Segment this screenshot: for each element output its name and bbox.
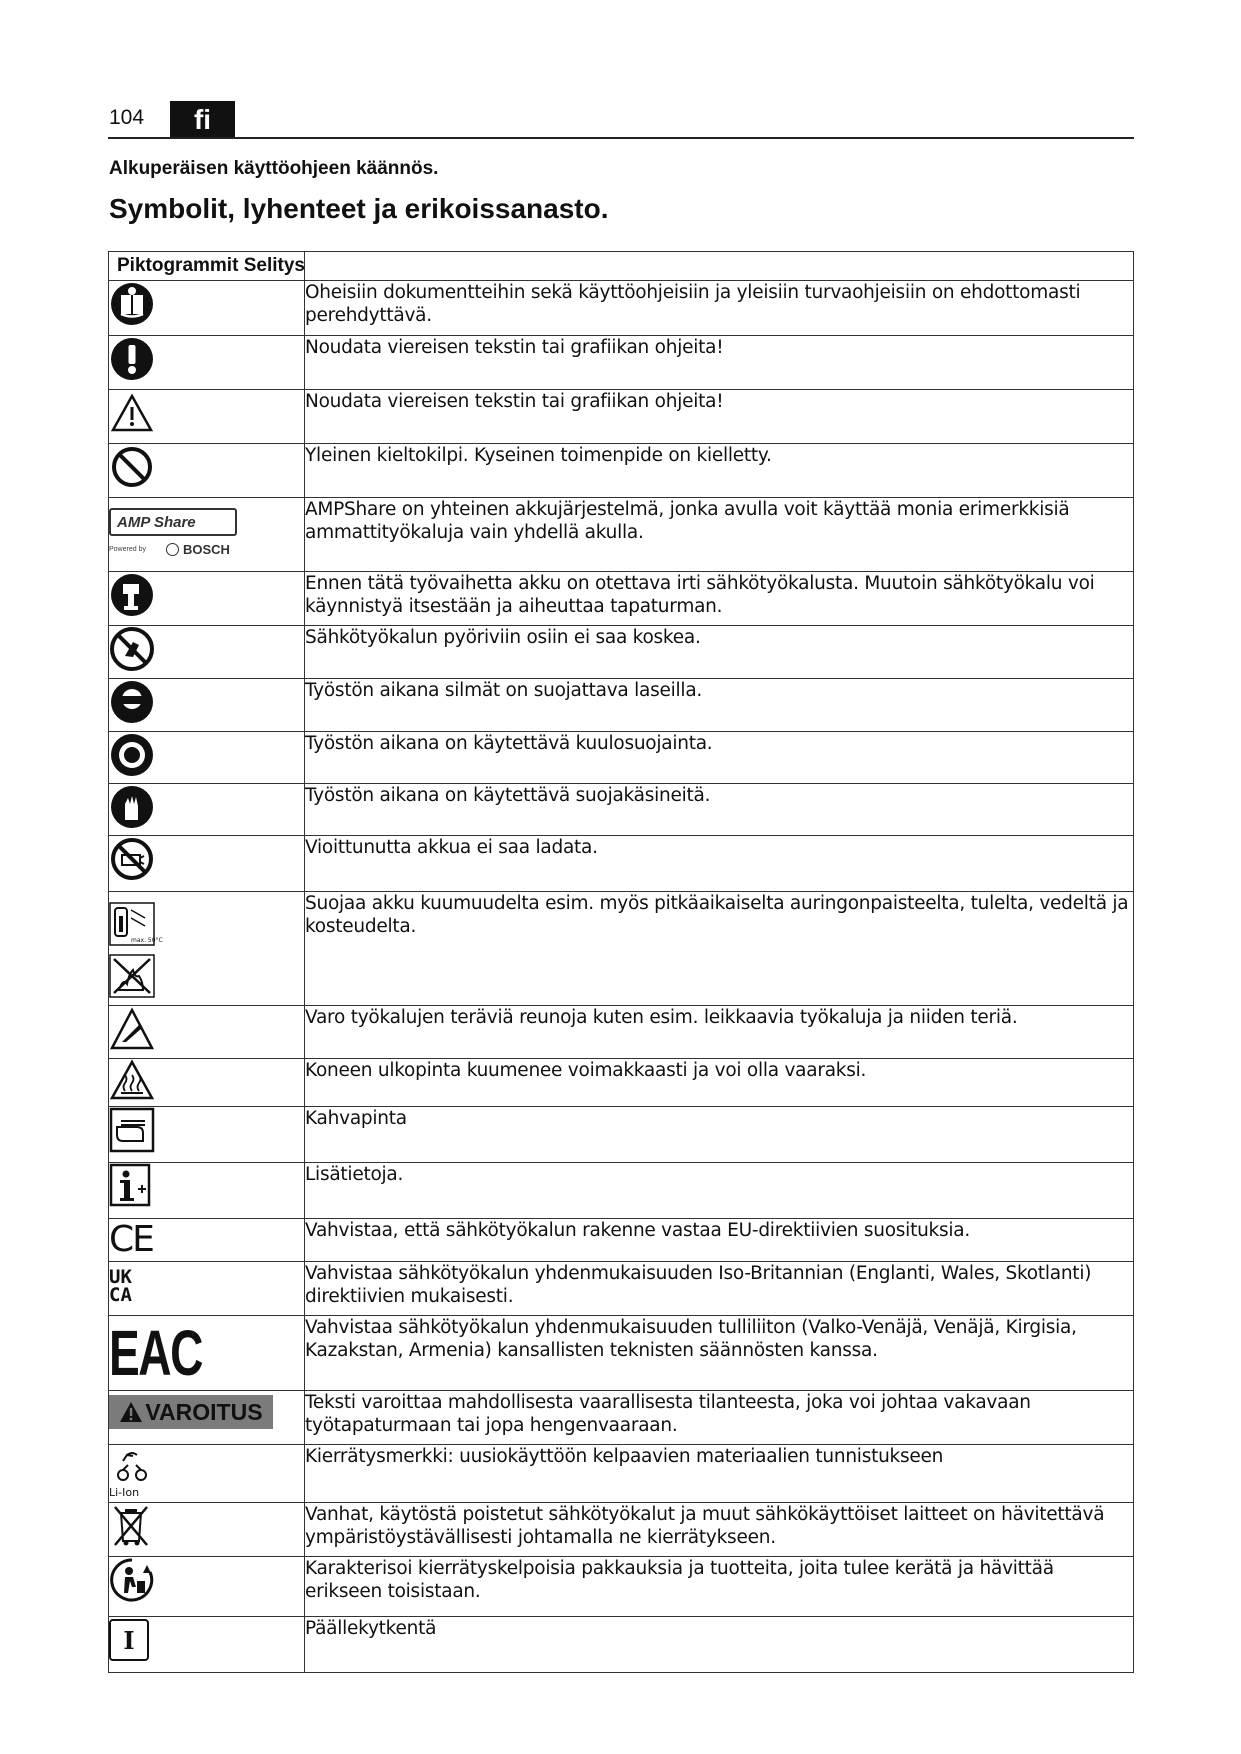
pictogram-column-header: Piktogrammit: [117, 255, 239, 276]
description-cell: Ennen tätä työvaihetta akku on otettava irti sähkötyökalusta. Muutoin sähkötyökalu voi käynnistyä itsestään ja aiheuttaa tapaturman.: [305, 572, 1134, 626]
description-cell: Lisätietoja.: [305, 1163, 1134, 1219]
ampshare-brand: BOSCH: [182, 542, 230, 557]
ukca-mark-bottom: CA: [109, 1284, 132, 1306]
symbols-table: [108, 251, 1134, 1673]
varoitus-label-text: VAROITUS: [145, 1398, 263, 1425]
document-subtitle: Alkuperäisen käyttöohjeen käännös.: [109, 158, 439, 179]
weee-crossed-bin-icon: [109, 1503, 155, 1549]
table-row: [109, 732, 1134, 784]
table-row: [109, 1059, 1134, 1107]
no-charge-damaged-battery-icon: [109, 836, 155, 882]
info-plus-icon: [109, 1163, 155, 1209]
description-cell: Sähkötyökalun pyöriviin osiin ei saa koskea.: [305, 626, 1134, 679]
ear-protection-icon: [109, 732, 155, 778]
temperature-label: max. 50°C: [131, 937, 163, 944]
table-row: [109, 1262, 1134, 1316]
ampshare-powered-by: Powered by: [109, 546, 146, 553]
description-cell: Kahvapinta: [305, 1107, 1134, 1163]
ce-mark-icon: CE: [109, 1219, 153, 1260]
description-cell: Oheisiin dokumentteihin sekä käyttöohjeisiin ja yleisiin turvaohjeisiin on ehdottomasti perehdyttävä.: [305, 281, 1134, 336]
description-cell: Noudata viereisen tekstin tai grafiikan ohjeita!: [305, 336, 1134, 390]
eye-protection-icon: [109, 679, 155, 725]
recycling-li-ion-icon: [109, 1451, 155, 1487]
table-row: [109, 836, 1134, 892]
description-cell: Vahvistaa sähkötyökalun yhdenmukaisuuden tulliliiton (Valko-Venäjä, Venäjä, Kirgisia, Kazakstan, Armenia) kansallisten teknisten säännösten kanssa.: [305, 1316, 1134, 1391]
battery-temperature-icon: [109, 902, 163, 946]
table-row: [109, 784, 1134, 836]
table-row: [109, 281, 1134, 336]
description-cell: Työstön aikana on käytettävä suojakäsineitä.: [305, 784, 1134, 836]
power-on-icon: [109, 1619, 149, 1661]
varoitus-label-icon: [109, 1395, 273, 1429]
table-row: [109, 1391, 1134, 1445]
description-cell: AMPShare on yhteinen akkujärjestelmä, jonka avulla voit käyttää monia erimerkkisiä ammattityökaluja vain yhdellä akulla.: [305, 498, 1134, 572]
read-manual-icon: [109, 281, 155, 327]
description-cell: Vioittunutta akkua ei saa ladata.: [305, 836, 1134, 892]
description-cell: Koneen ulkopinta kuumenee voimakkaasti ja voi olla vaaraksi.: [305, 1059, 1134, 1107]
table-header-spacer: [305, 252, 1134, 281]
header-rule: [108, 137, 1134, 139]
warning-triangle-small-icon: [119, 1401, 143, 1423]
ampshare-logo-icon: [109, 508, 249, 557]
table-row: [109, 498, 1134, 572]
page-number: 104: [109, 106, 145, 129]
ampshare-logo-text: AMP Share: [117, 513, 196, 531]
table-row: [109, 1219, 1134, 1262]
description-cell: Vanhat, käytöstä poistetut sähkötyökalut ja muut sähkökäyttöiset laitteet on hävitettävä ympäristöystävällisesti johtamalla ne kierrätykseen.: [305, 1503, 1134, 1557]
description-cell: Yleinen kieltokilpi. Kyseinen toimenpide on kielletty.: [305, 444, 1134, 498]
mandatory-exclamation-icon: [109, 336, 155, 382]
description-cell: Työstön aikana on käytettävä kuulosuojainta.: [305, 732, 1134, 784]
description-cell: Vahvistaa sähkötyökalun yhdenmukaisuuden Iso-Britannian (Englanti, Wales, Skotlanti) direktiivien mukaisesti.: [305, 1262, 1134, 1316]
table-row: [109, 1163, 1134, 1219]
description-cell: Noudata viereisen tekstin tai grafiikan ohjeita!: [305, 390, 1134, 444]
description-cell: Suojaa akku kuumuudelta esim. myös pitkäaikaiselta auringonpaisteelta, tulelta, vedeltä ja kosteudelta.: [305, 892, 1134, 1006]
table-row: [109, 1617, 1134, 1673]
table-row: [109, 1006, 1134, 1059]
protective-gloves-icon: [109, 784, 155, 830]
prohibition-icon: [109, 444, 155, 490]
table-row: [109, 336, 1134, 390]
no-touch-rotating-icon: [109, 626, 155, 672]
description-cell: Päällekytkentä: [305, 1617, 1134, 1673]
description-cell: Työstön aikana silmät on suojattava laseilla.: [305, 679, 1134, 732]
separate-collection-icon: [109, 1557, 155, 1603]
table-row: [109, 390, 1134, 444]
table-row: [109, 1503, 1134, 1557]
table-row: [109, 1557, 1134, 1617]
hot-surface-warning-icon: [109, 1059, 155, 1101]
warning-triangle-icon: [109, 390, 155, 436]
table-row: [109, 572, 1134, 626]
no-fire-water-icon: [109, 954, 155, 998]
ukca-mark-top: UK: [109, 1266, 132, 1288]
recycling-label: Li-Ion: [109, 1486, 140, 1499]
table-row: [109, 626, 1134, 679]
table-row: [109, 444, 1134, 498]
table-row: [109, 1107, 1134, 1163]
page-title: Symbolit, lyhenteet ja erikoissanasto.: [109, 193, 609, 224]
table-row: [109, 679, 1134, 732]
table-row: [109, 1445, 1134, 1503]
bosch-logo-icon: [166, 543, 179, 556]
description-cell: Vahvistaa, että sähkötyökalun rakenne vastaa EU-direktiivien suosituksia.: [305, 1219, 1134, 1262]
table-header-row: [109, 252, 1134, 281]
table-row: [109, 892, 1134, 1006]
eac-mark-icon: EAC: [109, 1317, 202, 1389]
table-header-cell: [109, 252, 305, 281]
description-cell: Varo työkalujen teräviä reunoja kuten esim. leikkaavia työkaluja ja niiden teriä.: [305, 1006, 1134, 1059]
language-tab: fi: [170, 101, 235, 139]
description-column-header: Selitys: [243, 255, 305, 276]
sharp-edges-warning-icon: [109, 1006, 155, 1052]
ukca-mark-icon: [109, 1268, 304, 1304]
power-on-mark: I: [123, 1625, 135, 1655]
table-row: [109, 1316, 1134, 1391]
description-cell: Teksti varoittaa mahdollisesta vaarallisesta tilanteesta, joka voi johtaa vakavaan työtapaturmaan tai jopa hengenvaaraan.: [305, 1391, 1134, 1445]
description-cell: Karakterisoi kierrätyskelpoisia pakkauksia ja tuotteita, joita tulee kerätä ja hävittää erikseen toisistaan.: [305, 1557, 1134, 1617]
description-cell: Kierrätysmerkki: uusiokäyttöön kelpaavien materiaalien tunnistukseen: [305, 1445, 1134, 1503]
grip-surface-icon: [109, 1107, 155, 1153]
remove-battery-icon: [109, 572, 155, 618]
